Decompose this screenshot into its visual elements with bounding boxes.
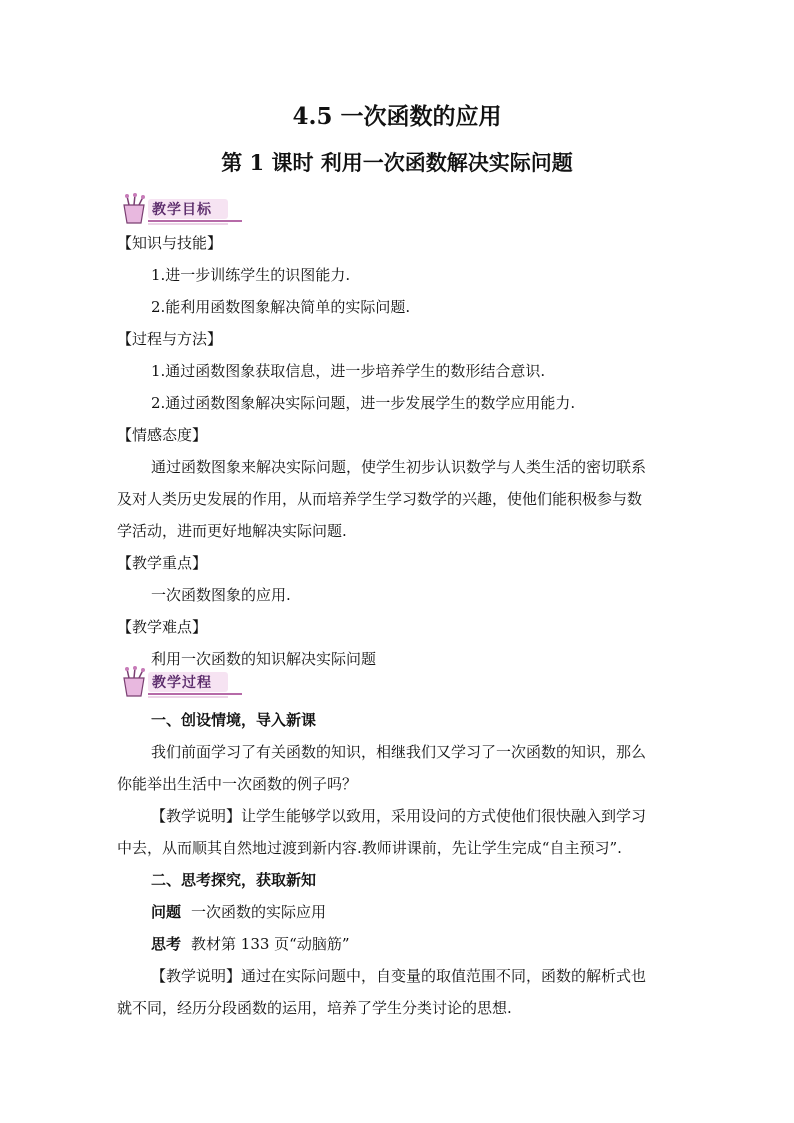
emotion-line-3: 学活动，进而更好地解决实际问题.: [117, 522, 347, 540]
part1-note-line-1: [151, 806, 646, 826]
key-points-text: 一次函数图象的应用.: [151, 586, 291, 604]
part1-note-line-2: 中去，从而顺其自然地过渡到新内容.教师讲课前，先让学生完成“自主预习”.: [117, 839, 622, 857]
part1-heading: 一、创设情境，导入新课: [151, 711, 317, 729]
process-item-1: 1.通过函数图象获取信息，进一步培养学生的数形结合意识.: [151, 362, 546, 380]
emotion-line-2: 及对人类历史发展的作用，从而培养学生学习数学的兴趣，使他们能积极参与数: [117, 490, 643, 508]
cup-icon: [124, 666, 145, 696]
note-text: 让学生能够学以致用，采用设问的方式使他们很快融入到学习: [241, 807, 647, 825]
note-text: 通过在实际问题中，自变量的取值范围不同，函数的解析式也: [241, 967, 647, 985]
note-label: 【教学说明】: [151, 967, 242, 985]
key-points-heading: 【教学重点】: [117, 554, 208, 572]
knowledge-heading: 【知识与技能】: [117, 234, 223, 252]
question-text: 一次函数的实际应用: [191, 903, 327, 921]
page-title: 4.5 一次函数的应用: [292, 103, 502, 130]
part1-line-1: 我们前面学习了有关函数的知识，相继我们又学习了一次函数的知识，那么: [151, 743, 647, 761]
question-label: 问题: [151, 903, 182, 921]
difficulty-heading: 【教学难点】: [117, 618, 208, 636]
think-text: 教材第 133 页“动脑筋”: [191, 935, 350, 953]
cup-icon: [124, 193, 145, 223]
part2-note-line-2: 就不同，经历分段函数的运用，培养了学生分类讨论的思想.: [117, 999, 512, 1017]
question-line: [151, 902, 326, 922]
difficulty-text: 利用一次函数的知识解决实际问题: [151, 650, 377, 668]
banner-label: 教学过程: [152, 675, 212, 691]
process-heading: 【过程与方法】: [117, 330, 223, 348]
banner-label: 教学目标: [152, 202, 212, 218]
emotion-heading: 【情感态度】: [117, 426, 208, 444]
knowledge-item-2: 2.能利用函数图象解决简单的实际问题.: [151, 298, 411, 316]
think-line: [151, 934, 350, 954]
knowledge-item-1: 1.进一步训练学生的识图能力.: [151, 266, 351, 284]
section-banner-process: [118, 666, 248, 700]
note-label: 【教学说明】: [151, 807, 242, 825]
part2-note-line-1: [151, 966, 646, 986]
process-item-2: 2.通过函数图象解决实际问题，进一步发展学生的数学应用能力.: [151, 394, 576, 412]
think-label: 思考: [151, 935, 182, 953]
emotion-line-1: 通过函数图象来解决实际问题，使学生初步认识数学与人类生活的密切联系: [151, 458, 647, 476]
part2-heading: 二、思考探究，获取新知: [151, 871, 317, 889]
part1-line-2: 你能举出生活中一次函数的例子吗？: [117, 775, 358, 793]
page-subtitle: 第 1 课时 利用一次函数解决实际问题: [221, 150, 573, 175]
section-banner-objectives: [118, 193, 248, 227]
